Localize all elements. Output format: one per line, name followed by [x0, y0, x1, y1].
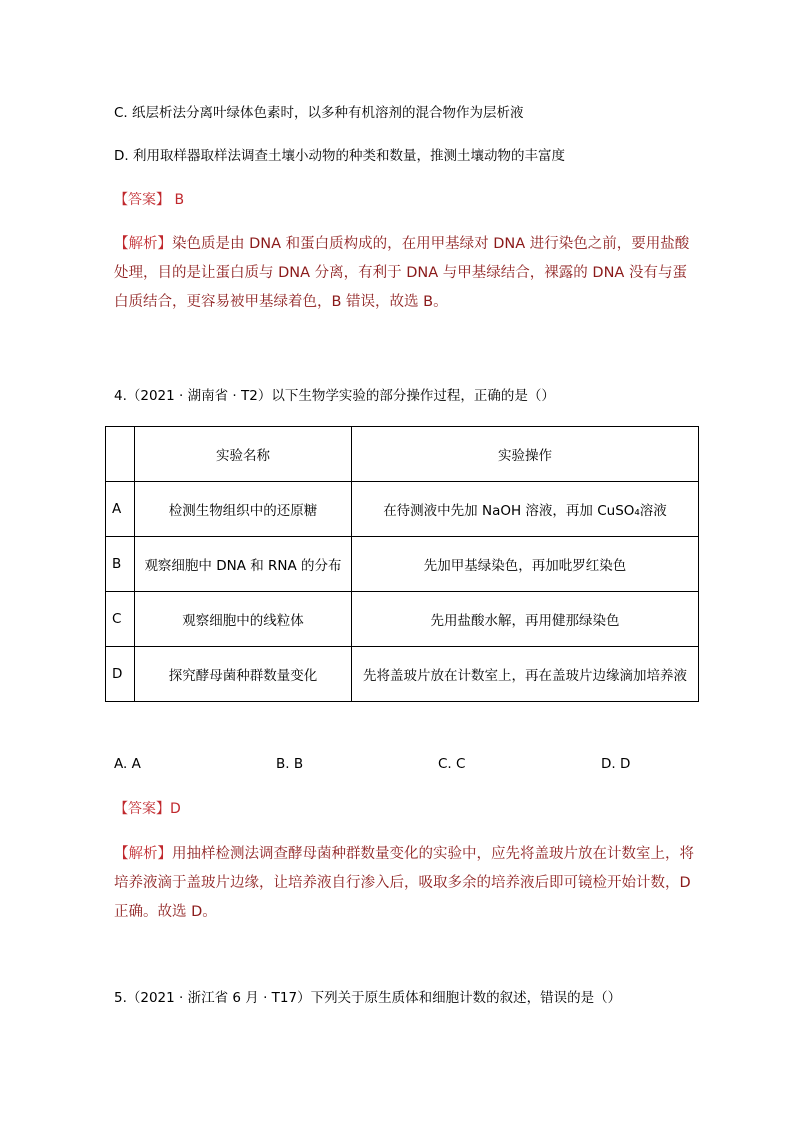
- answer-value: B: [174, 192, 185, 208]
- table-row: [106, 537, 699, 592]
- row-op: 先加甲基绿染色，再加吡罗红染色: [352, 537, 699, 592]
- q3-option-c: C. 纸层析法分离叶绿体色素时，以多种有机溶剂的混合物作为层析液: [114, 105, 524, 121]
- table-row: [106, 482, 699, 537]
- q4-analysis: [114, 840, 694, 927]
- row-letter: C: [106, 592, 135, 647]
- row-op: 在待测液中先加 NaOH 溶液，再加 CuSO₄溶液: [352, 482, 699, 537]
- row-op: 先用盐酸水解，再用健那绿染色: [352, 592, 699, 647]
- row-name: 探究酵母菌种群数量变化: [135, 647, 352, 702]
- table-row: [106, 592, 699, 647]
- q4-option-c: C. C: [438, 756, 466, 772]
- analysis-label: 【解析】: [114, 846, 172, 862]
- analysis-text: 用抽样检测法调查酵母菌种群数量变化的实验中，应先将盖玻片放在计数室上，将培养液滴于盖玻片边缘，让培养液自行渗入后，吸取多余的培养液后即可镜检开始计数，D 正确。故选 D。: [114, 846, 694, 920]
- experiment-table: [105, 426, 699, 702]
- q4-option-d: D. D: [601, 756, 631, 772]
- q3-option-d: D. 利用取样器取样法调查土壤小动物的种类和数量，推测土壤动物的丰富度: [114, 148, 565, 164]
- answer-value: D: [170, 801, 181, 817]
- table-row: [106, 647, 699, 702]
- row-letter: A: [106, 482, 135, 537]
- answer-label: 【答案】: [114, 192, 170, 208]
- table-header-op: 实验操作: [352, 427, 699, 482]
- analysis-label: 【解析】: [114, 236, 172, 252]
- analysis-text: 染色质是由 DNA 和蛋白质构成的，在用甲基绿对 DNA 进行染色之前，要用盐酸处理，目的是让蛋白质与 DNA 分离，有利于 DNA 与甲基绿结合，裸露的 DNA 没有与蛋白质结合，更容易被甲基绿着色，B 错误，故选 B。: [114, 236, 690, 310]
- q3-analysis: [114, 230, 694, 317]
- q5-stem: 5.（2021 · 浙江省 6 月 · T17）下列关于原生质体和细胞计数的叙述，错误的是（）: [114, 990, 622, 1006]
- row-letter: D: [106, 647, 135, 702]
- answer-label: 【答案】: [114, 801, 170, 817]
- row-name: 观察细胞中的线粒体: [135, 592, 352, 647]
- q4-stem: 4.（2021 · 湖南省 · T2）以下生物学实验的部分操作过程，正确的是（）: [114, 388, 555, 404]
- row-name: 观察细胞中 DNA 和 RNA 的分布: [135, 537, 352, 592]
- table-header-letter: [106, 427, 135, 482]
- table-header-row: [106, 427, 699, 482]
- q4-option-a: A. A: [114, 756, 141, 772]
- q3-answer: [114, 190, 184, 210]
- row-op: 先将盖玻片放在计数室上，再在盖玻片边缘滴加培养液: [352, 647, 699, 702]
- q4-option-b: B. B: [276, 756, 304, 772]
- row-name: 检测生物组织中的还原糖: [135, 482, 352, 537]
- row-letter: B: [106, 537, 135, 592]
- q4-answer: [114, 799, 181, 819]
- table-header-name: 实验名称: [135, 427, 352, 482]
